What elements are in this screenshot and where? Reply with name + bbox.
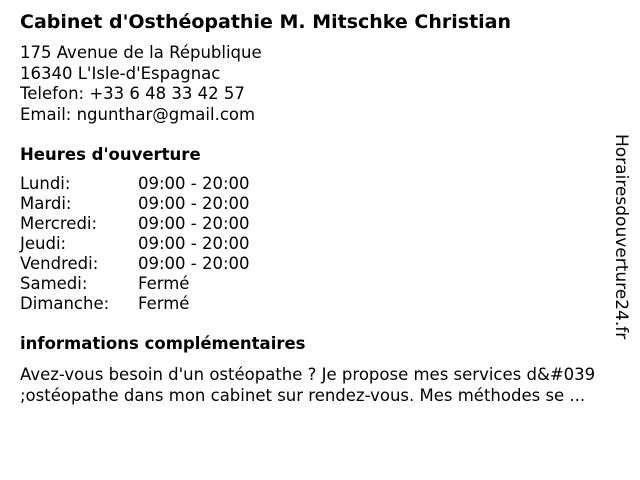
hours-heading: Heures d'ouverture <box>20 145 201 164</box>
contact-block <box>20 43 262 125</box>
site-watermark: Horairesdouverture24.fr <box>611 134 631 340</box>
info-line: Avez-vous besoin d'un ostéopathe ? Je propose mes services d&#039 <box>20 365 596 384</box>
info-heading: informations complémentaires <box>20 334 306 353</box>
hours-time: Fermé <box>138 274 190 293</box>
hours-day: Mardi: <box>20 194 72 213</box>
hours-day: Jeudi: <box>20 234 67 253</box>
phone-line: Telefon: +33 6 48 33 42 57 <box>20 84 245 103</box>
info-description <box>20 365 630 406</box>
hours-day: Samedi: <box>20 274 88 293</box>
hours-day: Dimanche: <box>20 294 110 313</box>
hours-time: 09:00 - 20:00 <box>138 214 250 233</box>
hours-time: 09:00 - 20:00 <box>138 254 250 273</box>
hours-day: Mercredi: <box>20 214 98 233</box>
hours-time: 09:00 - 20:00 <box>138 174 250 193</box>
hours-time: 09:00 - 20:00 <box>138 234 250 253</box>
business-title: Cabinet d'Osthéopathie M. Mitschke Christian <box>20 11 512 33</box>
address-street: 175 Avenue de la République <box>20 43 262 62</box>
hours-day: Vendredi: <box>20 254 99 273</box>
info-line: ;ostéopathe dans mon cabinet sur rendez-vous. Mes méthodes se ... <box>20 385 586 405</box>
email-line: Email: ngunthar@gmail.com <box>20 104 256 124</box>
hours-time: 09:00 - 20:00 <box>138 194 250 213</box>
hours-day: Lundi: <box>20 174 71 193</box>
hours-time: Fermé <box>138 294 190 313</box>
address-city: 16340 L'Isle-d'Espagnac <box>20 63 221 83</box>
